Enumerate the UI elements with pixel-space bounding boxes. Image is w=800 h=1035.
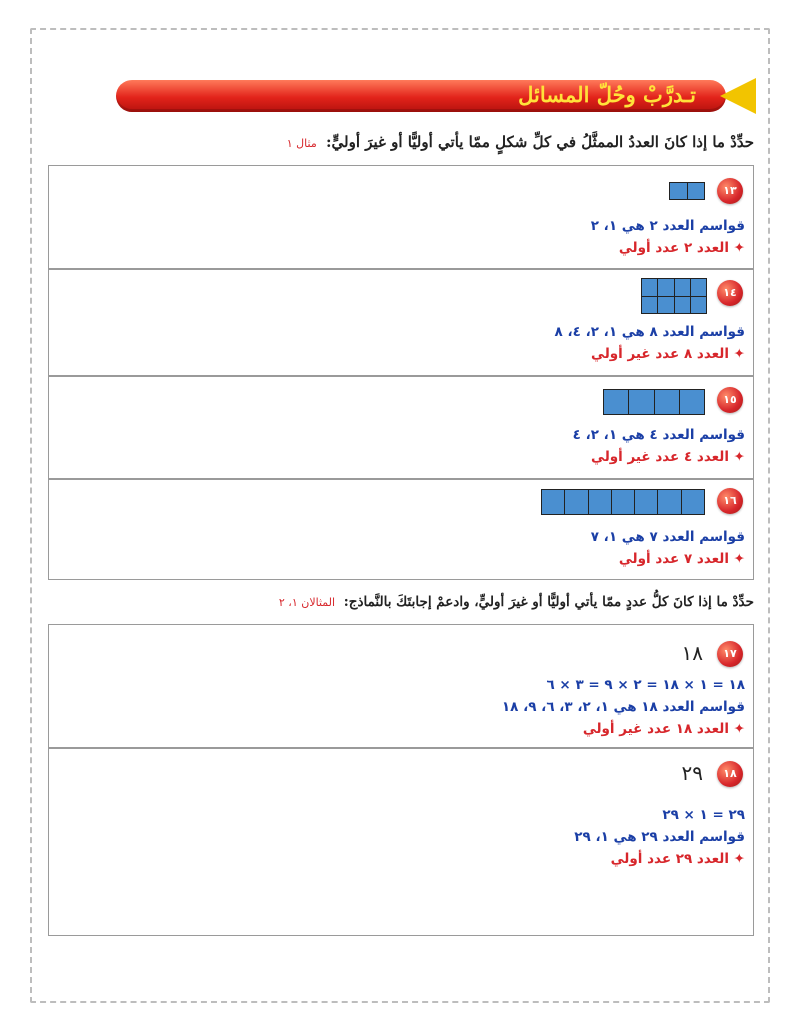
given-number: ١٨ <box>681 641 703 665</box>
array-cell <box>642 297 658 314</box>
instruction-2 <box>279 594 754 610</box>
array-cell <box>565 490 588 514</box>
problem-panel <box>48 479 754 580</box>
problem-panel <box>48 269 754 376</box>
array-model <box>669 182 705 200</box>
section-banner <box>116 78 756 116</box>
problem-number-badge: ١٧ <box>717 641 743 667</box>
answer-text: ✦ العدد ٢٩ عدد أولي <box>610 851 745 867</box>
array-cell <box>691 279 706 296</box>
array-model <box>541 489 705 515</box>
arrow-icon <box>720 78 756 114</box>
instruction-2-text: حدِّدْ ما إذا كانَ كلُّ عددٍ ممّا يأتي أوليًّا أو غيرَ أوليٍّ، وادعمْ إجابتَكَ بالنَّماذج: <box>343 594 754 610</box>
problem-number-badge: ١٤ <box>717 280 743 306</box>
array-cell <box>675 297 691 314</box>
array-cell <box>635 490 658 514</box>
array-cell <box>642 279 658 296</box>
array-cell <box>612 490 635 514</box>
array-rows <box>642 279 706 313</box>
array-cell <box>670 183 688 199</box>
divisors-text: قواسم العدد ٢٩ هي ١، ٢٩ <box>574 829 745 845</box>
array-cell <box>658 490 681 514</box>
answer-text: ✦ العدد ٢ عدد أولي <box>618 240 745 256</box>
problem-panel <box>48 748 754 936</box>
array-cell <box>542 490 565 514</box>
array-cell <box>675 279 691 296</box>
array-cell <box>604 390 629 414</box>
array-cell <box>658 279 674 296</box>
array-row <box>642 297 706 314</box>
answer-text: ✦ العدد ١٨ عدد غير أولي <box>582 721 745 737</box>
array-cell <box>688 183 705 199</box>
problem-number-badge: ١٥ <box>717 387 743 413</box>
answer-text: ✦ العدد ٤ عدد غير أولي <box>591 449 745 465</box>
banner-title: تـدرَّبْ وحُلّ المسائل <box>518 82 696 107</box>
array-cell <box>682 490 704 514</box>
products-text: ١٨ = ١ × ١٨ = ٢ × ٩ = ٣ × ٦ <box>546 677 745 693</box>
array-row <box>642 279 706 297</box>
array-cell <box>680 390 704 414</box>
problem-number-badge: ١٣ <box>717 178 743 204</box>
divisors-text: قواسم العدد ٨ هي ١، ٢، ٤، ٨ <box>554 324 745 340</box>
problem-panel <box>48 165 754 269</box>
instruction-2-ref: المثالان ١، ٢ <box>278 596 336 609</box>
instruction-1-ref: مثال ١ <box>286 137 317 150</box>
instruction-1 <box>287 133 754 151</box>
divisors-text: قواسم العدد ٢ هي ١، ٢ <box>590 218 745 234</box>
array-cell <box>629 390 654 414</box>
problem-panel <box>48 376 754 479</box>
array-cell <box>691 297 706 314</box>
array-cell <box>589 490 612 514</box>
array-model <box>641 278 707 314</box>
answer-text: ✦ العدد ٨ عدد غير أولي <box>591 346 745 362</box>
divisors-text: قواسم العدد ٧ هي ١، ٧ <box>590 529 745 545</box>
array-cell <box>655 390 680 414</box>
instruction-1-text: حدِّدْ ما إذا كانَ العددُ الممثَّلُ في كلِّ شكلٍ ممّا يأتي أوليًّا أو غيرَ أوليٍّ: <box>325 133 754 151</box>
divisors-text: قواسم العدد ٤ هي ١، ٢، ٤ <box>572 427 745 443</box>
array-cell <box>658 297 674 314</box>
answer-text: ✦ العدد ٧ عدد أولي <box>618 551 745 567</box>
problem-panel <box>48 624 754 748</box>
problem-number-badge: ١٦ <box>717 488 743 514</box>
divisors-text: قواسم العدد ١٨ هي ١، ٢، ٣، ٦، ٩، ١٨ <box>501 699 745 715</box>
array-model <box>603 389 705 415</box>
given-number: ٢٩ <box>681 761 703 785</box>
problem-number-badge: ١٨ <box>717 761 743 787</box>
products-text: ٢٩ = ١ × ٢٩ <box>662 807 745 823</box>
